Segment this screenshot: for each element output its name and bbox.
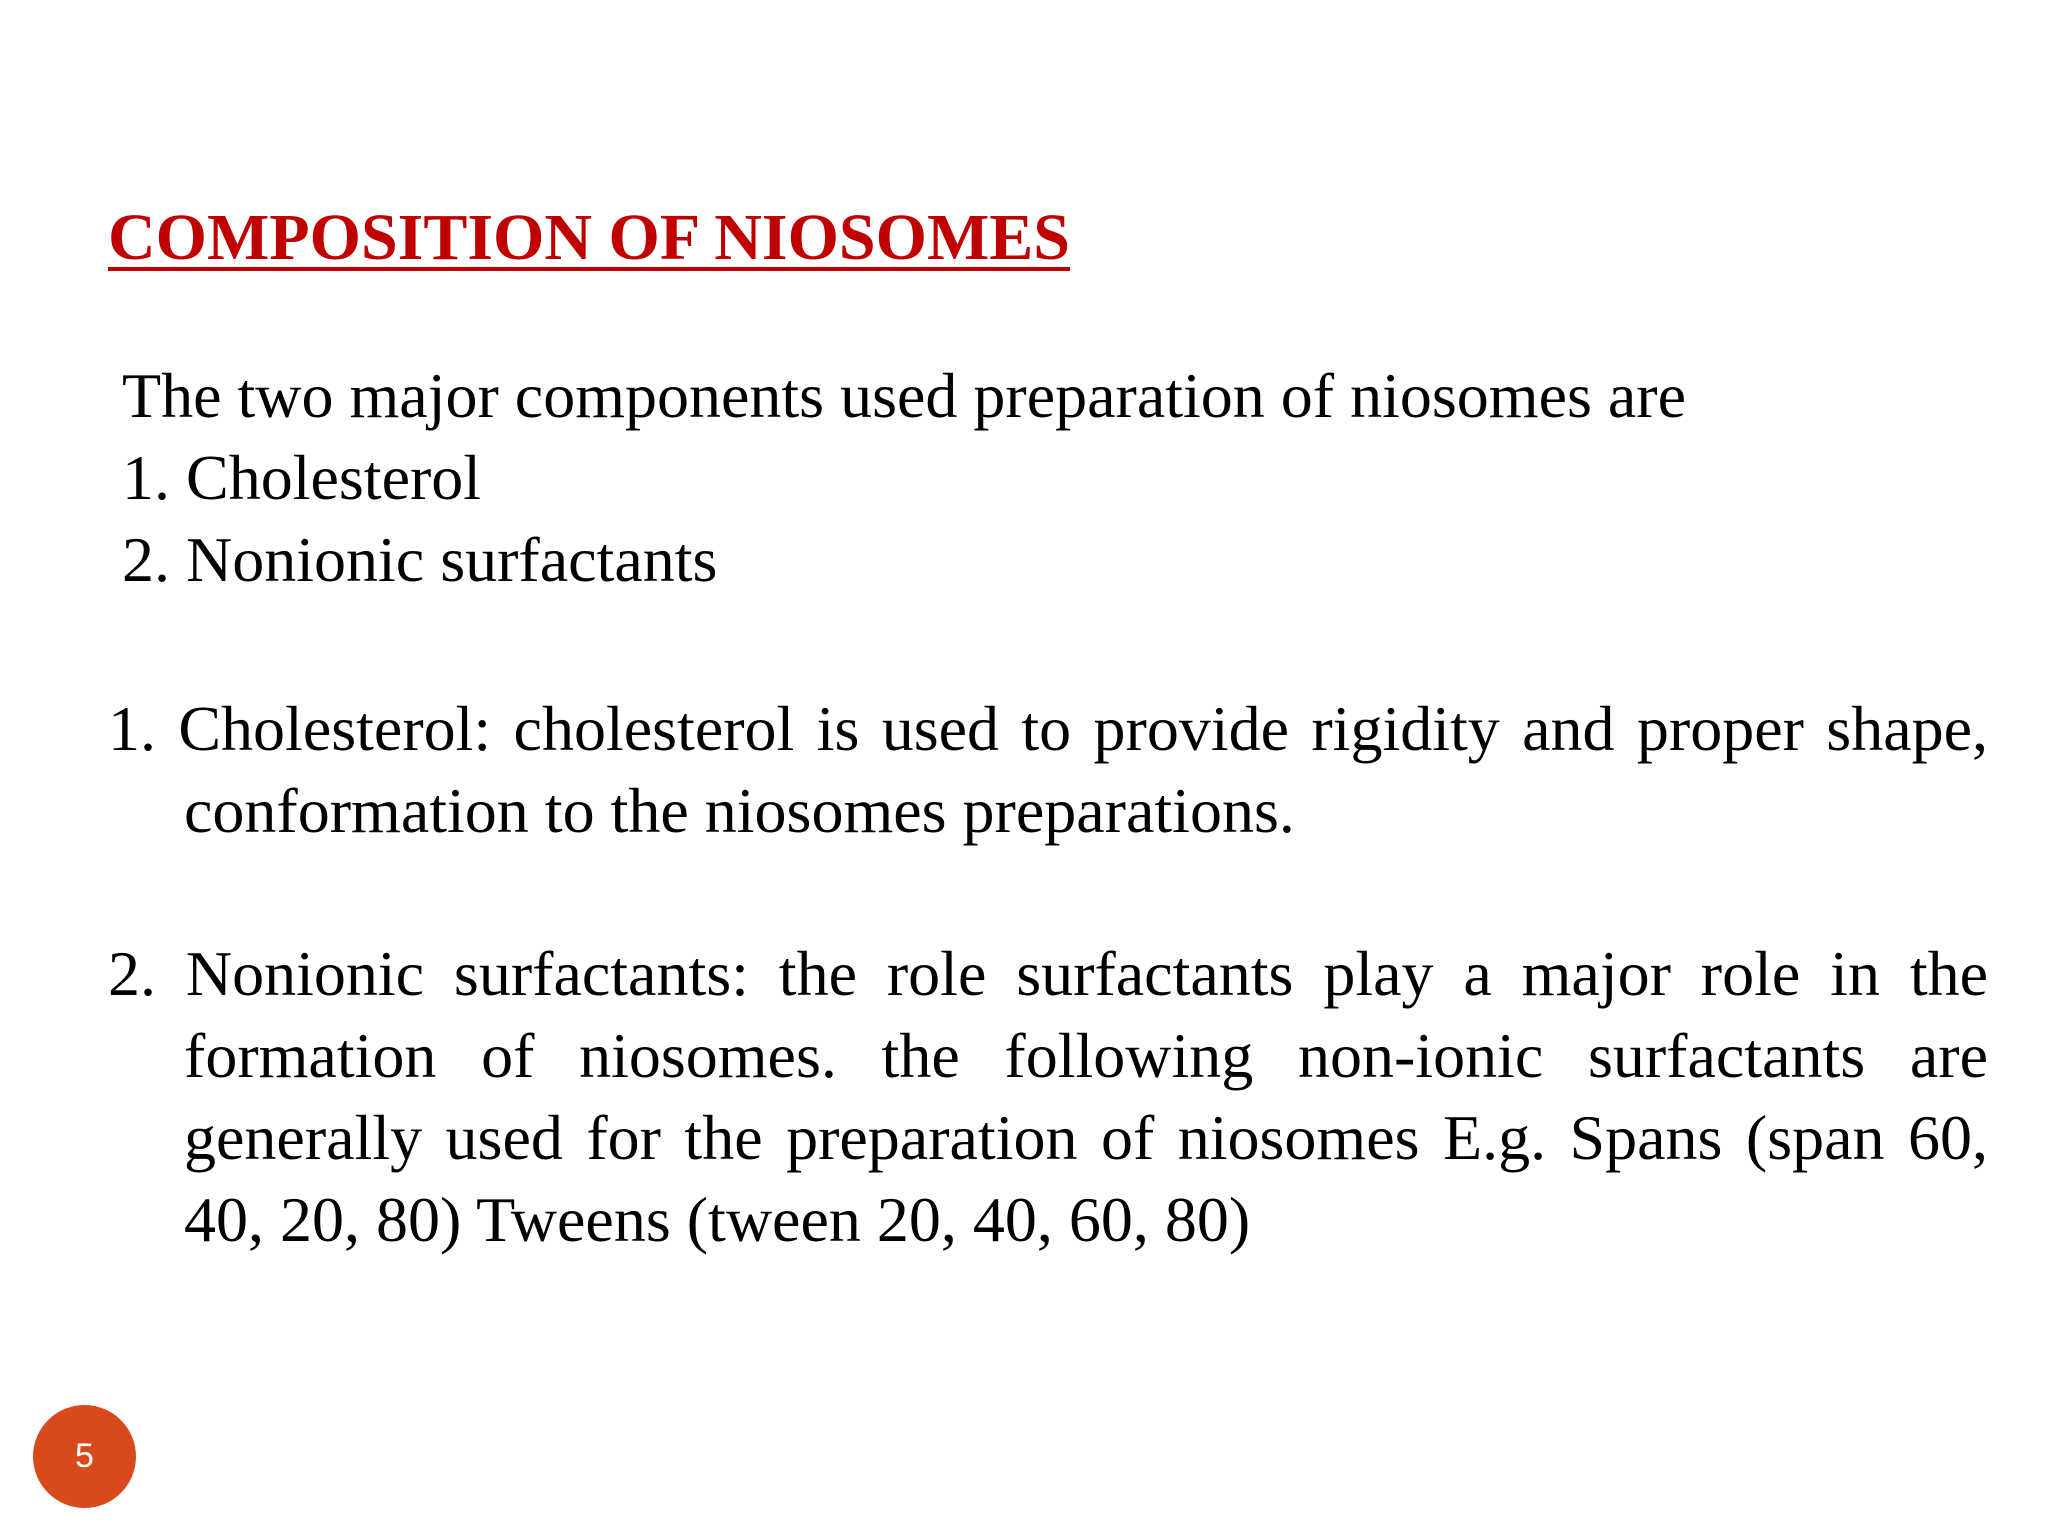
point-text: Cholesterol: cholesterol is used to provide rigidity and proper shape, conformation to the niosomes preparations. xyxy=(178,693,1989,846)
point-number: 2. xyxy=(108,938,186,1009)
intro-item-surfactants: 2. Nonionic surfactants xyxy=(122,524,718,595)
point-cholesterol xyxy=(108,688,1988,852)
intro-item-cholesterol: 1. Cholesterol xyxy=(122,442,482,513)
point-text: Nonionic surfactants: the role surfactants play a major role in the formation of niosomes. the following non-ionic surfactants are generally used for the preparation of niosomes E.g. Spans (span 60, 40, 20, 80) Tweens (tween 20, 40, 60, 80) xyxy=(184,938,1989,1255)
intro-block xyxy=(122,355,1922,601)
slide-title: COMPOSITION OF NIOSOMES xyxy=(108,201,1070,274)
point-number: 1. xyxy=(108,693,179,764)
slide-number-badge: 5 xyxy=(33,1405,136,1508)
intro-lead: The two major components used preparation of niosomes are xyxy=(122,360,1686,431)
point-nonionic-surfactants xyxy=(108,933,1988,1261)
